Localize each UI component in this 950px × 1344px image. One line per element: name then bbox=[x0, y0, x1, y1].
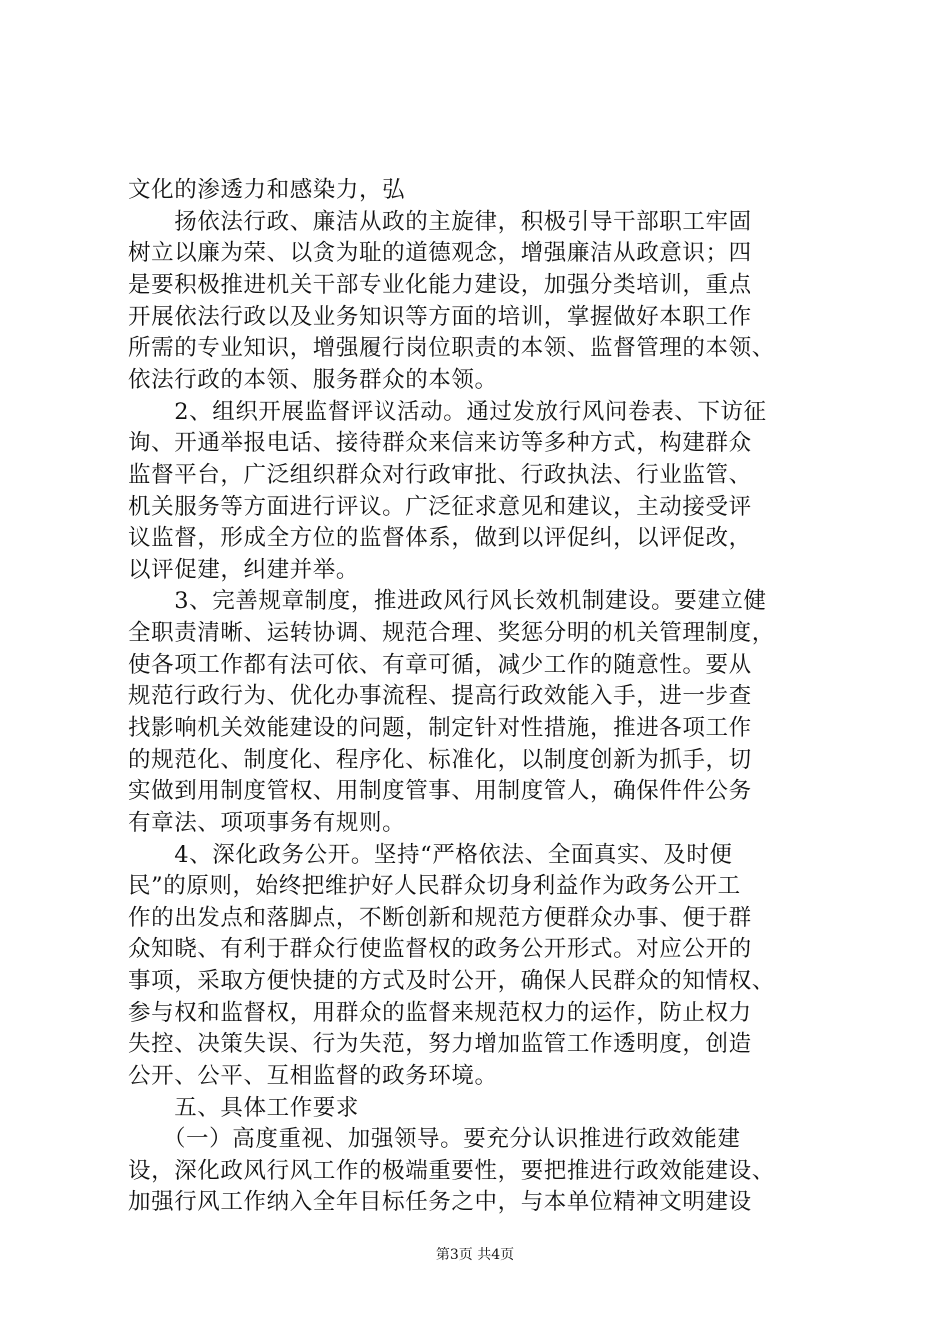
body-text-line: 开展依法行政以及业务知识等方面的培训，掌握做好本职工作 bbox=[128, 304, 752, 330]
body-text-line: 民”的原则，始终把维护好人民群众切身利益作为政务公开工 bbox=[128, 873, 741, 899]
body-text-line: 众知晓、有利于群众行使监督权的政务公开形式。对应公开的 bbox=[128, 936, 752, 962]
page-number-footer: 第3页 共4页 bbox=[435, 1247, 515, 1263]
body-text-line: 4、深化政务公开。坚持“严格依法、全面真实、及时便 bbox=[128, 842, 733, 868]
body-text-line: 参与权和监督权，用群众的监督来规范权力的运作，防止权力 bbox=[128, 1000, 752, 1026]
body-text-line: （一）高度重视、加强领导。要充分认识推进行政效能建 bbox=[128, 1126, 741, 1152]
body-text-line: 公开、公平、互相监督的政务环境。 bbox=[128, 1063, 498, 1089]
body-text-line: 议监督，形成全方位的监督体系，做到以评促纠，以评促改， bbox=[128, 525, 752, 551]
body-text-line: 有章法、项项事务有规则。 bbox=[128, 810, 406, 836]
body-text-line: 依法行政的本领、服务群众的本领。 bbox=[128, 367, 498, 393]
body-text-line: 的规范化、制度化、程序化、标准化，以制度创新为抓手，切 bbox=[128, 747, 752, 773]
body-text-line: 作的出发点和落脚点，不断创新和规范方便群众办事、便于群 bbox=[128, 905, 752, 931]
body-text-line: 设，深化政风行风工作的极端重要性，要把推进行政效能建设、 bbox=[128, 1158, 775, 1184]
body-text-line: 3、完善规章制度，推进政风行风长效机制建设。要建立健 bbox=[128, 588, 767, 614]
body-text-line: 事项，采取方便快捷的方式及时公开，确保人民群众的知情权、 bbox=[128, 968, 775, 994]
body-text-line: 失控、决策失误、行为失范，努力增加监管工作透明度，创造 bbox=[128, 1031, 752, 1057]
body-text-line: 文化的渗透力和感染力，弘 bbox=[128, 177, 406, 203]
body-text-line: 全职责清晰、运转协调、规范合理、奖惩分明的机关管理制度， bbox=[128, 620, 775, 646]
body-text-line: 2、组织开展监督评议活动。通过发放行风问卷表、下访征 bbox=[128, 399, 767, 425]
body-text-line: 机关服务等方面进行评议。广泛征求意见和建议，主动接受评 bbox=[128, 494, 752, 520]
body-text-line: 规范行政行为、优化办事流程、提高行政效能入手，进一步查 bbox=[128, 683, 752, 709]
body-text-line: 使各项工作都有法可依、有章可循，减少工作的随意性。要从 bbox=[128, 652, 752, 678]
body-text-line: 询、开通举报电话、接待群众来信来访等多种方式，构建群众 bbox=[128, 430, 752, 456]
body-text-line: 以评促建，纠建并举。 bbox=[128, 557, 360, 583]
body-text-line: 实做到用制度管权、用制度管事、用制度管人，确保件件公务 bbox=[128, 778, 752, 804]
body-text-line: 加强行风工作纳入全年目标任务之中，与本单位精神文明建设 bbox=[128, 1189, 752, 1215]
body-text-line: 树立以廉为荣、以贪为耻的道德观念，增强廉洁从政意识；四 bbox=[128, 240, 752, 266]
body-text-line: 找影响机关效能建设的问题，制定针对性措施，推进各项工作 bbox=[128, 715, 752, 741]
section-heading: 五、具体工作要求 bbox=[128, 1095, 360, 1121]
body-text-line: 扬依法行政、廉洁从政的主旋律，积极引导干部职工牢固 bbox=[128, 209, 752, 235]
body-text-line: 监督平台，广泛组织群众对行政审批、行政执法、行业监管、 bbox=[128, 462, 752, 488]
body-text-line: 是要积极推进机关干部专业化能力建设，加强分类培训，重点 bbox=[128, 272, 752, 298]
body-text-line: 所需的专业知识，增强履行岗位职责的本领、监督管理的本领、 bbox=[128, 335, 775, 361]
